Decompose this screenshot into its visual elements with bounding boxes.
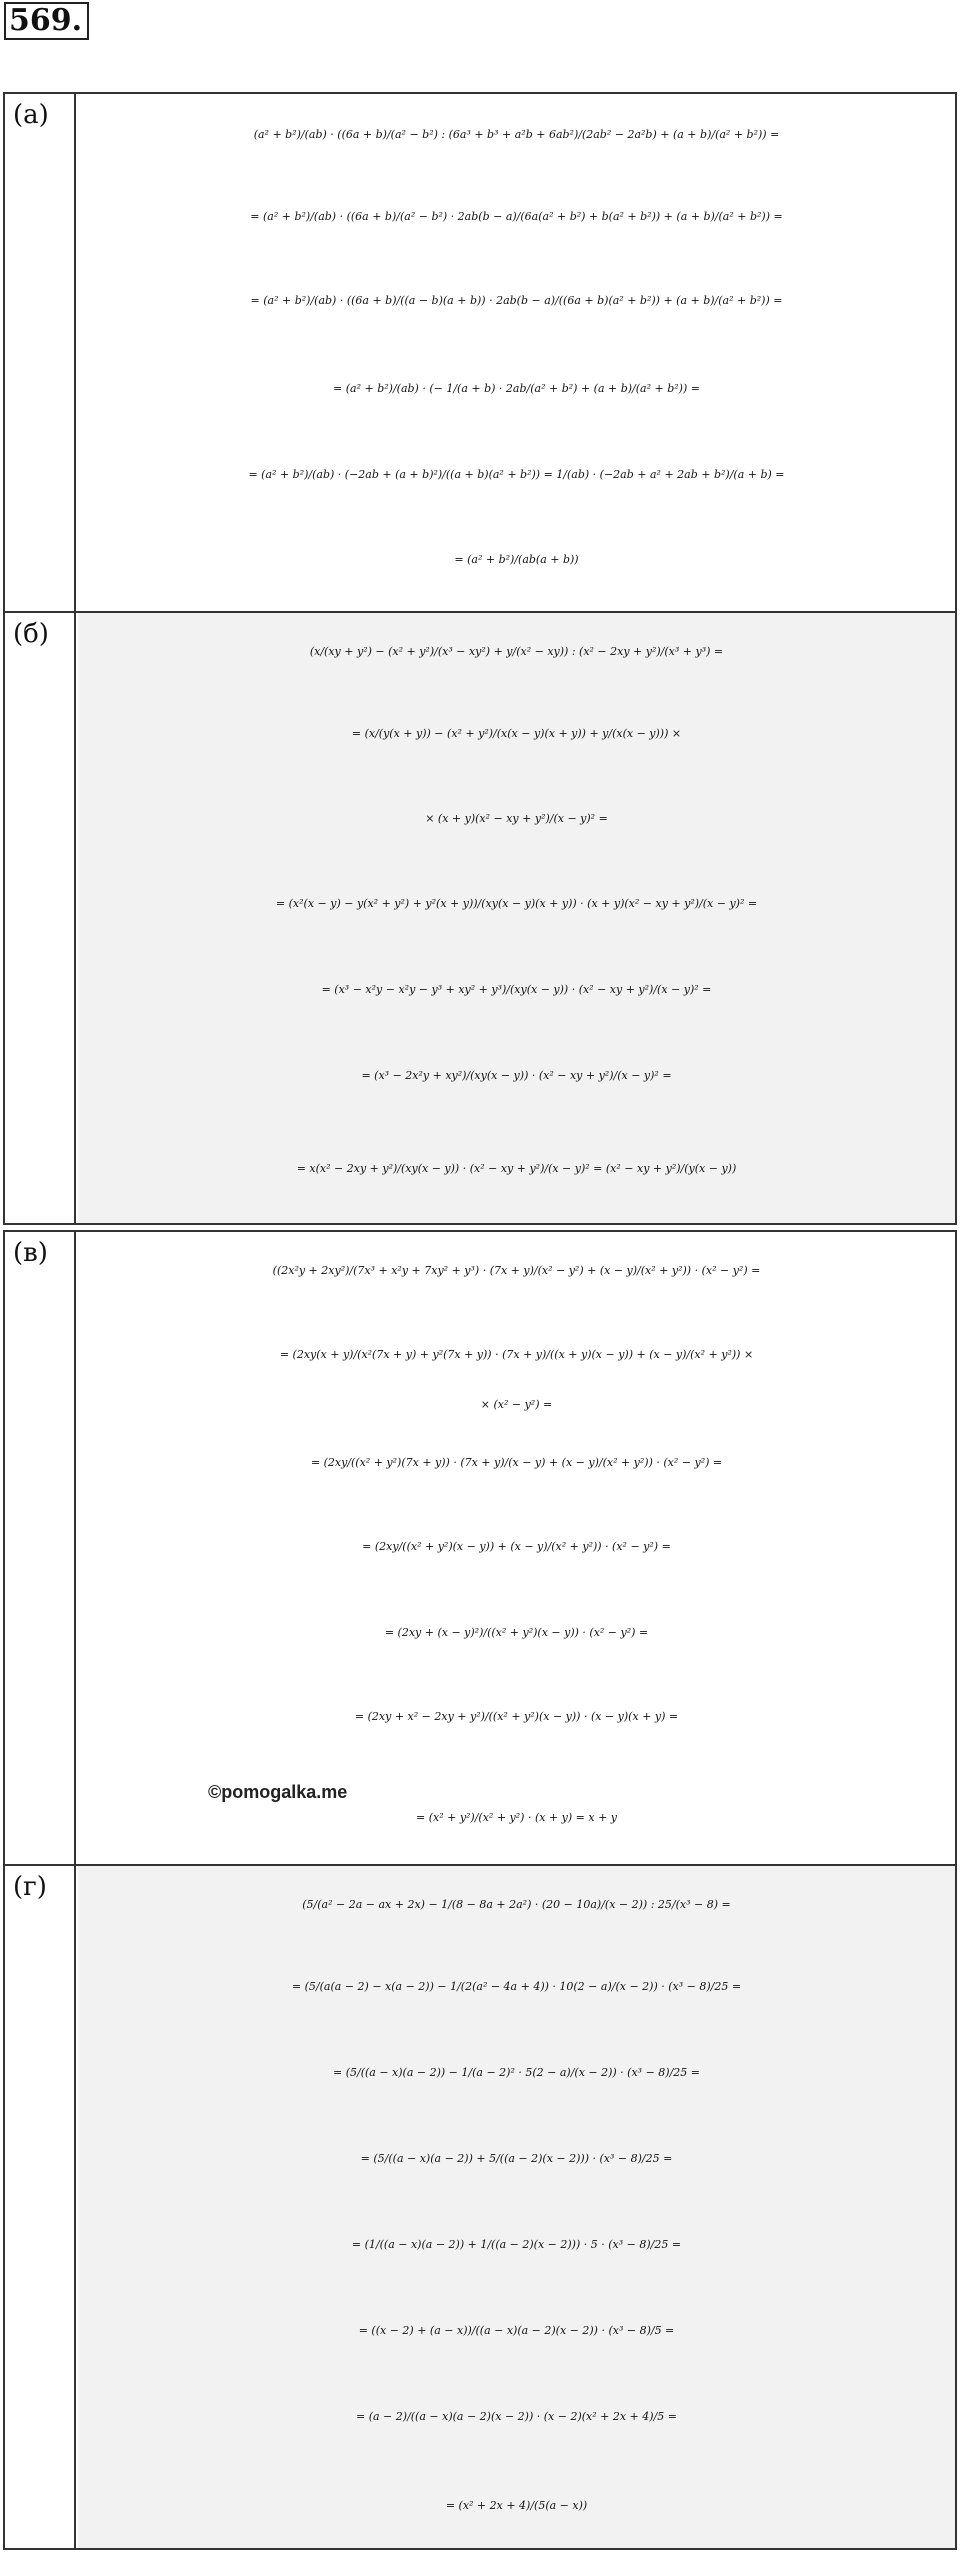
equation-line: = (2xy + (x − y)²)/((x² + y²)(x − y)) · (x² − y²) = bbox=[384, 1625, 649, 1639]
equation-line: (5/(a² − 2a − ax + 2x) − 1/(8 − 8a + 2a²) · (20 − 10a)/(x − 2)) : 25/(x³ − 8) = bbox=[302, 1897, 731, 1911]
equation-line: = (a² + b²)/(ab) · ((6a + b)/((a − b)(a + b)) · 2ab(b − a)/((6a + b)(a² + b²)) + (a + b)/(a² + b²)) = bbox=[250, 293, 783, 307]
equation-line: = (a² + b²)/(ab) · (− 1/(a + b) · 2ab/(a² + b²) + (a + b)/(a² + b²)) = bbox=[333, 381, 700, 395]
part-label: (б) bbox=[13, 619, 49, 649]
equation-line: = (5/((a − x)(a − 2)) − 1/(a − 2)² · 5(2 − a)/(x − 2)) · (x³ − 8)/25 = bbox=[332, 2065, 700, 2079]
equation-line: = (1/((a − x)(a − 2)) + 1/((a − 2)(x − 2))) · 5 · (x³ − 8)/25 = bbox=[351, 2237, 682, 2251]
equation-line: (x/(xy + y²) − (x² + y²)/(x³ − xy²) + y/(x² − xy)) : (x² − 2xy + y²)/(x³ + y³) = bbox=[309, 644, 724, 658]
problem-number: 569. bbox=[4, 2, 89, 40]
equation-line: (a² + b²)/(ab) · ((6a + b)/(a² − b²) : (6a³ + b³ + a²b + 6ab²)/(2ab² − 2a²b) + (a + b)/(a² + b²)) = bbox=[253, 127, 780, 141]
part-v-block bbox=[3, 1230, 957, 1866]
equation-line: = (x³ − x²y − x²y − y³ + xy² + y³)/(xy(x − y)) · (x² − xy + y²)/(x − y)² = bbox=[321, 982, 712, 996]
part-content bbox=[78, 613, 955, 1223]
equation-line: = (a² + b²)/(ab) · ((6a + b)/(a² − b²) · 2ab(b − a)/(6a(a² + b²) + b(a² + b²)) + (a + b)/(a² + b²)) = bbox=[250, 209, 783, 223]
equation-line: = (a² + b²)/(ab) · (−2ab + (a + b)²)/((a + b)(a² + b²)) = 1/(ab) · (−2ab + a² + 2ab + b²)/(a + b) = bbox=[248, 467, 785, 481]
equation-line: = (x³ − 2x²y + xy²)/(xy(x − y)) · (x² − xy + y²)/(x − y)² = bbox=[361, 1068, 672, 1082]
equation-line: = (a − 2)/((a − x)(a − 2)(x − 2)) · (x − 2)(x² + 2x + 4)/5 = bbox=[356, 2409, 677, 2423]
equation-line: = (5/((a − x)(a − 2)) + 5/((a − 2)(x − 2))) · (x³ − 8)/25 = bbox=[360, 2151, 673, 2165]
part-label-cell bbox=[5, 1866, 76, 2548]
equation-line: = (x²(x − y) − y(x² + y²) + y²(x + y))/(xy(x − y)(x + y)) · (x + y)(x² − xy + y²)/(x − y)² = bbox=[275, 896, 758, 910]
equation-line: × (x² − y²) = bbox=[480, 1397, 553, 1411]
part-content bbox=[78, 1232, 955, 1864]
equation-line: = ((x − 2) + (a − x))/((a − x)(a − 2)(x − 2)) · (x³ − 8)/5 = bbox=[358, 2323, 675, 2337]
part-a-block bbox=[3, 92, 957, 613]
part-label: (в) bbox=[13, 1238, 48, 1268]
equation-line: = (x/(y(x + y)) − (x² + y²)/(x(x − y)(x + y)) + y/(x(x − y))) × bbox=[351, 726, 682, 740]
part-label-cell bbox=[5, 1232, 76, 1864]
part-b-block bbox=[3, 611, 957, 1225]
part-label-cell bbox=[5, 613, 76, 1223]
part-content bbox=[78, 94, 955, 611]
equation-line: × (x + y)(x² − xy + y²)/(x − y)² = bbox=[425, 811, 608, 825]
part-label: (г) bbox=[13, 1872, 47, 1902]
equation-result: = (a² + b²)/(ab(a + b)) bbox=[454, 552, 579, 566]
equation-result: = x(x² − 2xy + y²)/(xy(x − y)) · (x² − xy + y²)/(x − y)² = (x² − xy + y²)/(y(x − y)) bbox=[296, 1161, 737, 1175]
watermark: ©pomogalka.me bbox=[208, 1782, 348, 1802]
part-content bbox=[78, 1866, 955, 2548]
equation-line: = (2xy(x + y)/(x²(7x + y) + y²(7x + y)) · (7x + y)/((x + y)(x − y)) + (x − y)/(x² + y²)) × bbox=[279, 1347, 754, 1361]
equation-result: = (x² + y²)/(x² + y²) · (x + y) = x + y bbox=[415, 1810, 618, 1824]
part-label-cell bbox=[5, 94, 76, 611]
equation-line: = (2xy + x² − 2xy + y²)/((x² + y²)(x − y)) · (x − y)(x + y) = bbox=[354, 1709, 679, 1723]
equation-line: ((2x²y + 2xy²)/(7x³ + x²y + 7xy² + y³) · (7x + y)/(x² − y²) + (x − y)/(x² + y²)) · (x² − y²) = bbox=[272, 1263, 761, 1277]
part-g-block bbox=[3, 1864, 957, 2550]
equation-line: = (2xy/((x² + y²)(x − y)) + (x − y)/(x² + y²)) · (x² − y²) = bbox=[362, 1539, 671, 1553]
equation-line: = (2xy/((x² + y²)(7x + y)) · (7x + y)/(x − y) + (x − y)/(x² + y²)) · (x² − y²) = bbox=[310, 1455, 723, 1469]
equation-result: = (x² + 2x + 4)/(5(a − x)) bbox=[445, 2498, 588, 2512]
part-label: (а) bbox=[13, 100, 49, 130]
equation-line: = (5/(a(a − 2) − x(a − 2)) − 1/(2(a² − 4a + 4)) · 10(2 − a)/(x − 2)) · (x³ − 8)/25 = bbox=[291, 1979, 742, 1993]
